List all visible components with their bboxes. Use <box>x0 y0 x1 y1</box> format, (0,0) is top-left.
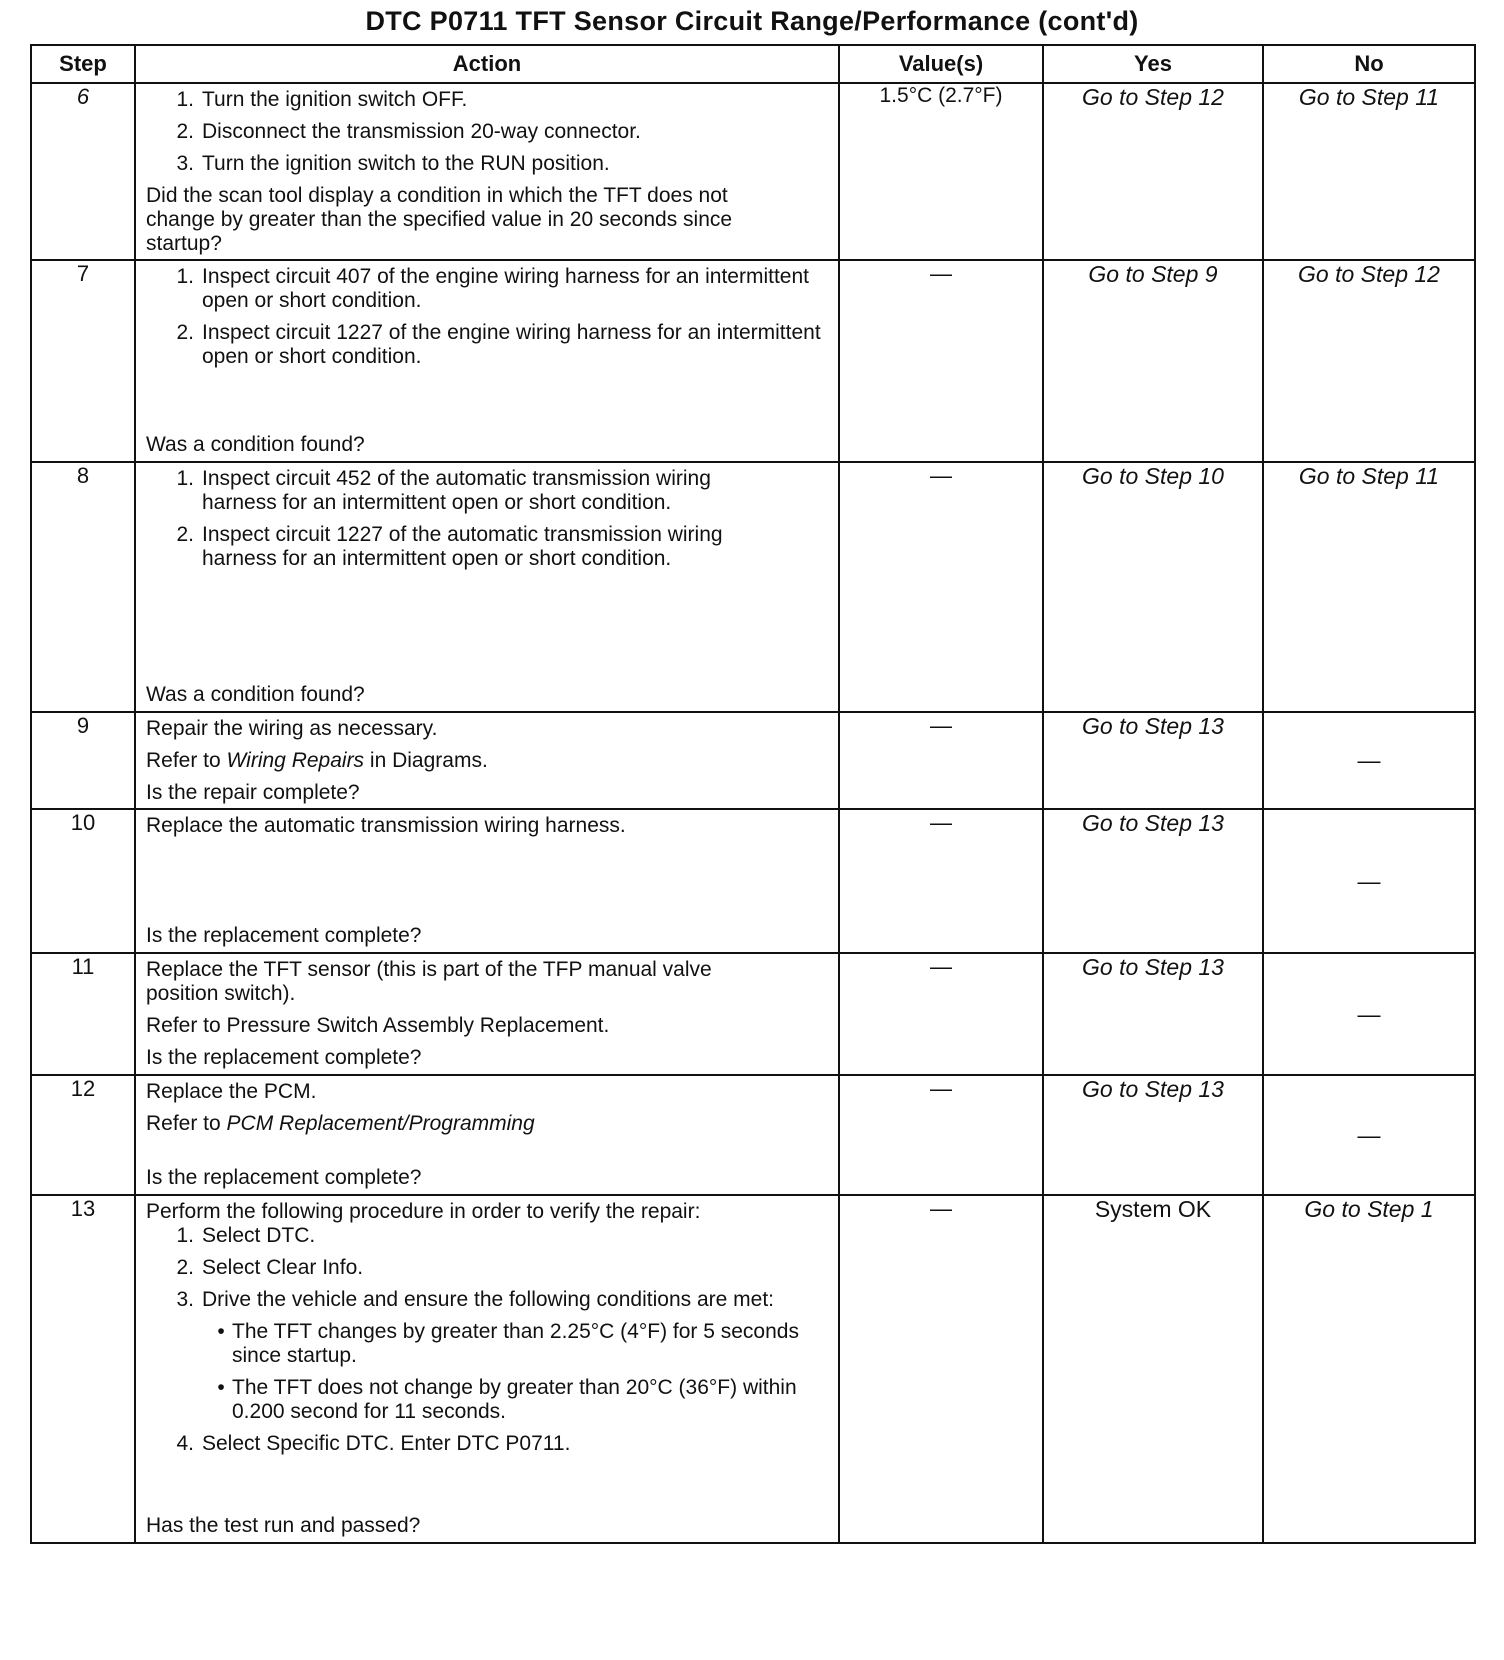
list-item: 3. Turn the ignition switch to the RUN position. <box>176 152 610 175</box>
list-item: 2. Select Clear Info. <box>176 1256 364 1279</box>
action-text: Replace the automatic transmission wiring harness. <box>146 814 626 837</box>
step-number: 13 <box>31 1195 135 1543</box>
no-cell: Go to Step 12 <box>1263 260 1475 462</box>
question-text: Did the scan tool display a condition in which the TFT does not change by greater than the specified value in 20 seconds since startup? <box>146 184 733 255</box>
action-text: Replace the TFT sensor (this is part of the TFP manual valve position switch). <box>146 958 712 1005</box>
yes-cell: Go to Step 13 <box>1043 809 1263 953</box>
question-text: Is the replacement complete? <box>146 1166 422 1189</box>
value-cell: — <box>839 953 1043 1075</box>
question-text: Was a condition found? <box>146 683 365 706</box>
no-cell: Go to Step 11 <box>1263 462 1475 712</box>
yes-cell: Go to Step 13 <box>1043 712 1263 809</box>
no-cell: — <box>1263 809 1475 953</box>
diagnostic-table <box>30 44 1476 1544</box>
refer-text: Refer to Pressure Switch Assembly Replacement. <box>146 1014 610 1037</box>
table-row <box>31 260 1475 462</box>
list-item: 1. Inspect circuit 407 of the engine wiring harness for an intermittent open or short condition. <box>176 265 809 312</box>
value-cell: — <box>839 260 1043 462</box>
yes-cell: Go to Step 9 <box>1043 260 1263 462</box>
action-cell <box>135 809 839 953</box>
bullet-item: • The TFT does not change by greater than 20°C (36°F) within 0.200 second for 11 seconds. <box>217 1376 797 1423</box>
step-number: 7 <box>31 260 135 462</box>
action-text: Perform the following procedure in order to verify the repair: <box>146 1200 701 1223</box>
header-row <box>31 45 1475 83</box>
action-cell <box>135 462 839 712</box>
question-text: Has the test run and passed? <box>146 1514 421 1537</box>
list-item: 2. Disconnect the transmission 20-way connector. <box>176 120 641 143</box>
question-text: Was a condition found? <box>146 433 365 456</box>
table-row <box>31 953 1475 1075</box>
yes-cell: Go to Step 10 <box>1043 462 1263 712</box>
list-item: 1. Select DTC. <box>176 1224 316 1247</box>
list-item: 2. Inspect circuit 1227 of the engine wiring harness for an intermittent open or short condition. <box>176 321 821 368</box>
no-cell: — <box>1263 1075 1475 1195</box>
action-cell <box>135 1075 839 1195</box>
question-text: Is the replacement complete? <box>146 924 422 947</box>
yes-cell: Go to Step 13 <box>1043 1075 1263 1195</box>
yes-cell: Go to Step 12 <box>1043 83 1263 260</box>
table-row <box>31 712 1475 809</box>
action-cell <box>135 260 839 462</box>
value-cell: — <box>839 1195 1043 1543</box>
action-cell <box>135 83 839 260</box>
header-yes: Yes <box>1043 45 1263 83</box>
question-text: Is the replacement complete? <box>146 1046 422 1069</box>
action-cell <box>135 712 839 809</box>
table-row <box>31 809 1475 953</box>
step-number: 9 <box>31 712 135 809</box>
yes-cell: System OK <box>1043 1195 1263 1543</box>
value-cell: — <box>839 809 1043 953</box>
refer-text: Refer to PCM Replacement/Programming <box>146 1112 535 1135</box>
list-item: 1. Turn the ignition switch OFF. <box>176 88 468 111</box>
action-cell <box>135 953 839 1075</box>
value-cell: 1.5°C (2.7°F) <box>839 83 1043 260</box>
page-title: DTC P0711 TFT Sensor Circuit Range/Performance (cont'd) <box>365 6 1139 36</box>
table-row <box>31 462 1475 712</box>
bullet-item: • The TFT changes by greater than 2.25°C (4°F) for 5 seconds since startup. <box>217 1320 799 1367</box>
list-item: 1. Inspect circuit 452 of the automatic transmission wiring harness for an intermittent open or short condition. <box>176 467 711 514</box>
step-number: 8 <box>31 462 135 712</box>
step-number: 11 <box>31 953 135 1075</box>
step-number: 6 <box>31 83 135 260</box>
value-cell: — <box>839 462 1043 712</box>
question-text: Is the repair complete? <box>146 781 360 804</box>
step-number: 12 <box>31 1075 135 1195</box>
action-text: Repair the wiring as necessary. <box>146 717 438 740</box>
header-step: Step <box>31 45 135 83</box>
table-row <box>31 1075 1475 1195</box>
list-item: 4. Select Specific DTC. Enter DTC P0711. <box>176 1432 571 1455</box>
yes-cell: Go to Step 13 <box>1043 953 1263 1075</box>
refer-text: Refer to Wiring Repairs in Diagrams. <box>146 749 488 772</box>
list-item: 3. Drive the vehicle and ensure the following conditions are met: <box>176 1288 774 1311</box>
header-value: Value(s) <box>839 45 1043 83</box>
list-item: 2. Inspect circuit 1227 of the automatic transmission wiring harness for an intermittent open or short condition. <box>176 523 723 570</box>
table-row <box>31 83 1475 260</box>
table-row <box>31 1195 1475 1543</box>
action-cell <box>135 1195 839 1543</box>
value-cell: — <box>839 1075 1043 1195</box>
header-no: No <box>1263 45 1475 83</box>
value-cell: — <box>839 712 1043 809</box>
step-number: 10 <box>31 809 135 953</box>
no-cell: — <box>1263 953 1475 1075</box>
action-text: Replace the PCM. <box>146 1080 317 1103</box>
no-cell: Go to Step 1 <box>1263 1195 1475 1543</box>
header-action: Action <box>135 45 839 83</box>
no-cell: — <box>1263 712 1475 809</box>
no-cell: Go to Step 11 <box>1263 83 1475 260</box>
